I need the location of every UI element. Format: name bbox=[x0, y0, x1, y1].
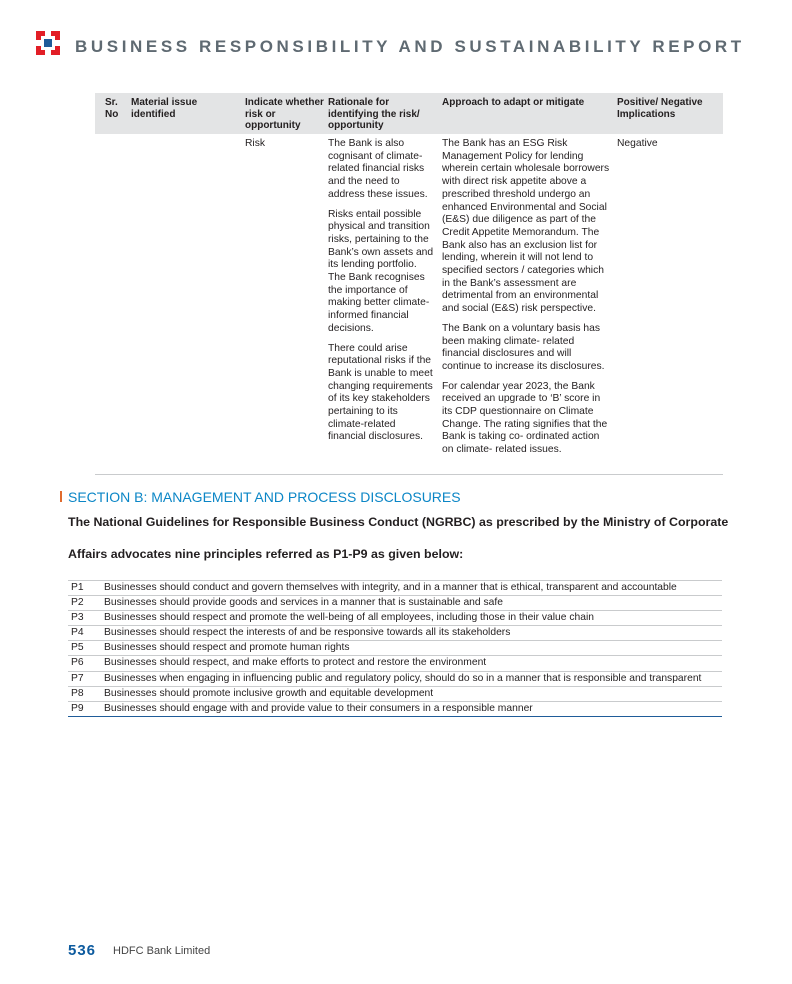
principle-code: P9 bbox=[71, 702, 84, 714]
col-header-rationale: Rationale for identifying the risk/ opportunity bbox=[328, 97, 420, 131]
principle-text: Businesses when engaging in influencing public and regulatory policy, should do so in a manner that is responsible and transparent bbox=[104, 672, 702, 684]
intro-text: Affairs advocates nine principles referred as P1-P9 as given below: bbox=[68, 547, 464, 561]
table-row bbox=[95, 134, 723, 475]
cell-type: Risk bbox=[245, 138, 266, 149]
table-row bbox=[68, 611, 722, 626]
principle-code: P3 bbox=[71, 612, 84, 624]
rationale-paragraph: There could arise reputational risks if the Bank is unable to meet changing requirements of its key stakeholders pertaining to its climate-related financial disclosures. bbox=[328, 342, 433, 443]
principle-code: P1 bbox=[71, 582, 84, 593]
principle-text: Businesses should provide goods and services in a manner that is sustainable and safe bbox=[104, 597, 503, 609]
hdfc-logo-icon bbox=[36, 31, 60, 55]
principle-text: Businesses should respect the interests of and be responsive towards all its stakeholders bbox=[104, 627, 511, 639]
rationale-paragraph: The Bank is also cognisant of climate-related financial risks and the need to address these issues. bbox=[328, 138, 428, 200]
principle-text: Businesses should respect and promote the well-being of all employees, including those in their value chain bbox=[104, 612, 594, 624]
principles-table bbox=[68, 580, 722, 717]
principle-text: Businesses should promote inclusive growth and equitable development bbox=[104, 687, 434, 699]
approach-paragraph: The Bank on a voluntary basis has been making climate- related financial disclosures and will continue to increase its disclosures. bbox=[442, 322, 605, 372]
table-row bbox=[68, 596, 722, 611]
cell-approach bbox=[442, 138, 610, 464]
principle-text: Businesses should engage with and provide value to their consumers in a responsible manner bbox=[104, 702, 533, 714]
table-header bbox=[95, 93, 723, 134]
cell-implication: Negative bbox=[617, 138, 658, 149]
principle-code: P5 bbox=[71, 642, 84, 654]
risk-table bbox=[95, 93, 723, 475]
table-row bbox=[68, 626, 722, 641]
col-header-sr-no: Sr. No bbox=[105, 97, 119, 120]
rationale-paragraph: Risks entail possible physical and transition risks, pertaining to the Bank’s own assets and its lending portfolio. The Bank recognises the importance of making better climate-informed financial decisions. bbox=[328, 208, 434, 334]
principle-code: P6 bbox=[71, 657, 84, 669]
principle-text: Businesses should respect, and make efforts to protect and restore the environment bbox=[104, 657, 487, 669]
col-header-type: Indicate whether risk or opportunity bbox=[245, 97, 324, 131]
report-title: BUSINESS RESPONSIBILITY AND SUSTAINABILITY REPORT bbox=[75, 37, 745, 56]
section-title: SECTION B: MANAGEMENT AND PROCESS DISCLOSURES bbox=[68, 489, 461, 505]
approach-paragraph: For calendar year 2023, the Bank received an upgrade to ‘B’ score in its CDP questionnaire on Climate Change. The rating signifies that the Bank is taking co- ordinated action on climate- related issues. bbox=[442, 380, 608, 456]
principle-code: P4 bbox=[71, 627, 84, 639]
intro-text: The National Guidelines for Responsible Business Conduct (NGRBC) as prescribed by the Ministry of Corporate bbox=[68, 515, 729, 529]
table-row bbox=[68, 656, 722, 671]
table-row bbox=[68, 581, 722, 596]
section-marker bbox=[60, 491, 62, 502]
table-row bbox=[68, 687, 722, 702]
approach-paragraph: The Bank has an ESG Risk Management Policy for lending wherein certain wholesale borrowers with direct risk appetite above a prescribed threshold undergo an enhanced Environmental and Social (E&S) due diligence as part of the Credit Appetite Memorandum. The Bank also has an exclusion list for lending, wherein it will not lend to specified sectors / categories which in the Bank’s assessment are detrimental from an environmental and social (E&S) risk perspective. bbox=[442, 138, 610, 315]
table-row bbox=[68, 672, 722, 687]
principle-code: P2 bbox=[71, 597, 84, 609]
principle-text: Businesses should respect and promote human rights bbox=[104, 642, 350, 654]
page-number: 536 bbox=[68, 942, 97, 959]
cell-rationale bbox=[328, 138, 436, 451]
company-name: HDFC Bank Limited bbox=[113, 945, 211, 957]
principle-code: P8 bbox=[71, 687, 84, 699]
principle-code: P7 bbox=[71, 672, 84, 684]
table-row bbox=[68, 702, 722, 716]
col-header-issue: Material issue identified bbox=[131, 97, 198, 120]
principle-text: Businesses should conduct and govern themselves with integrity, and in a manner that is ethical, transparent and accountable bbox=[104, 582, 677, 593]
col-header-approach: Approach to adapt or mitigate bbox=[442, 97, 585, 108]
col-header-implications: Positive/ Negative Implications bbox=[617, 97, 703, 120]
table-row bbox=[68, 641, 722, 656]
